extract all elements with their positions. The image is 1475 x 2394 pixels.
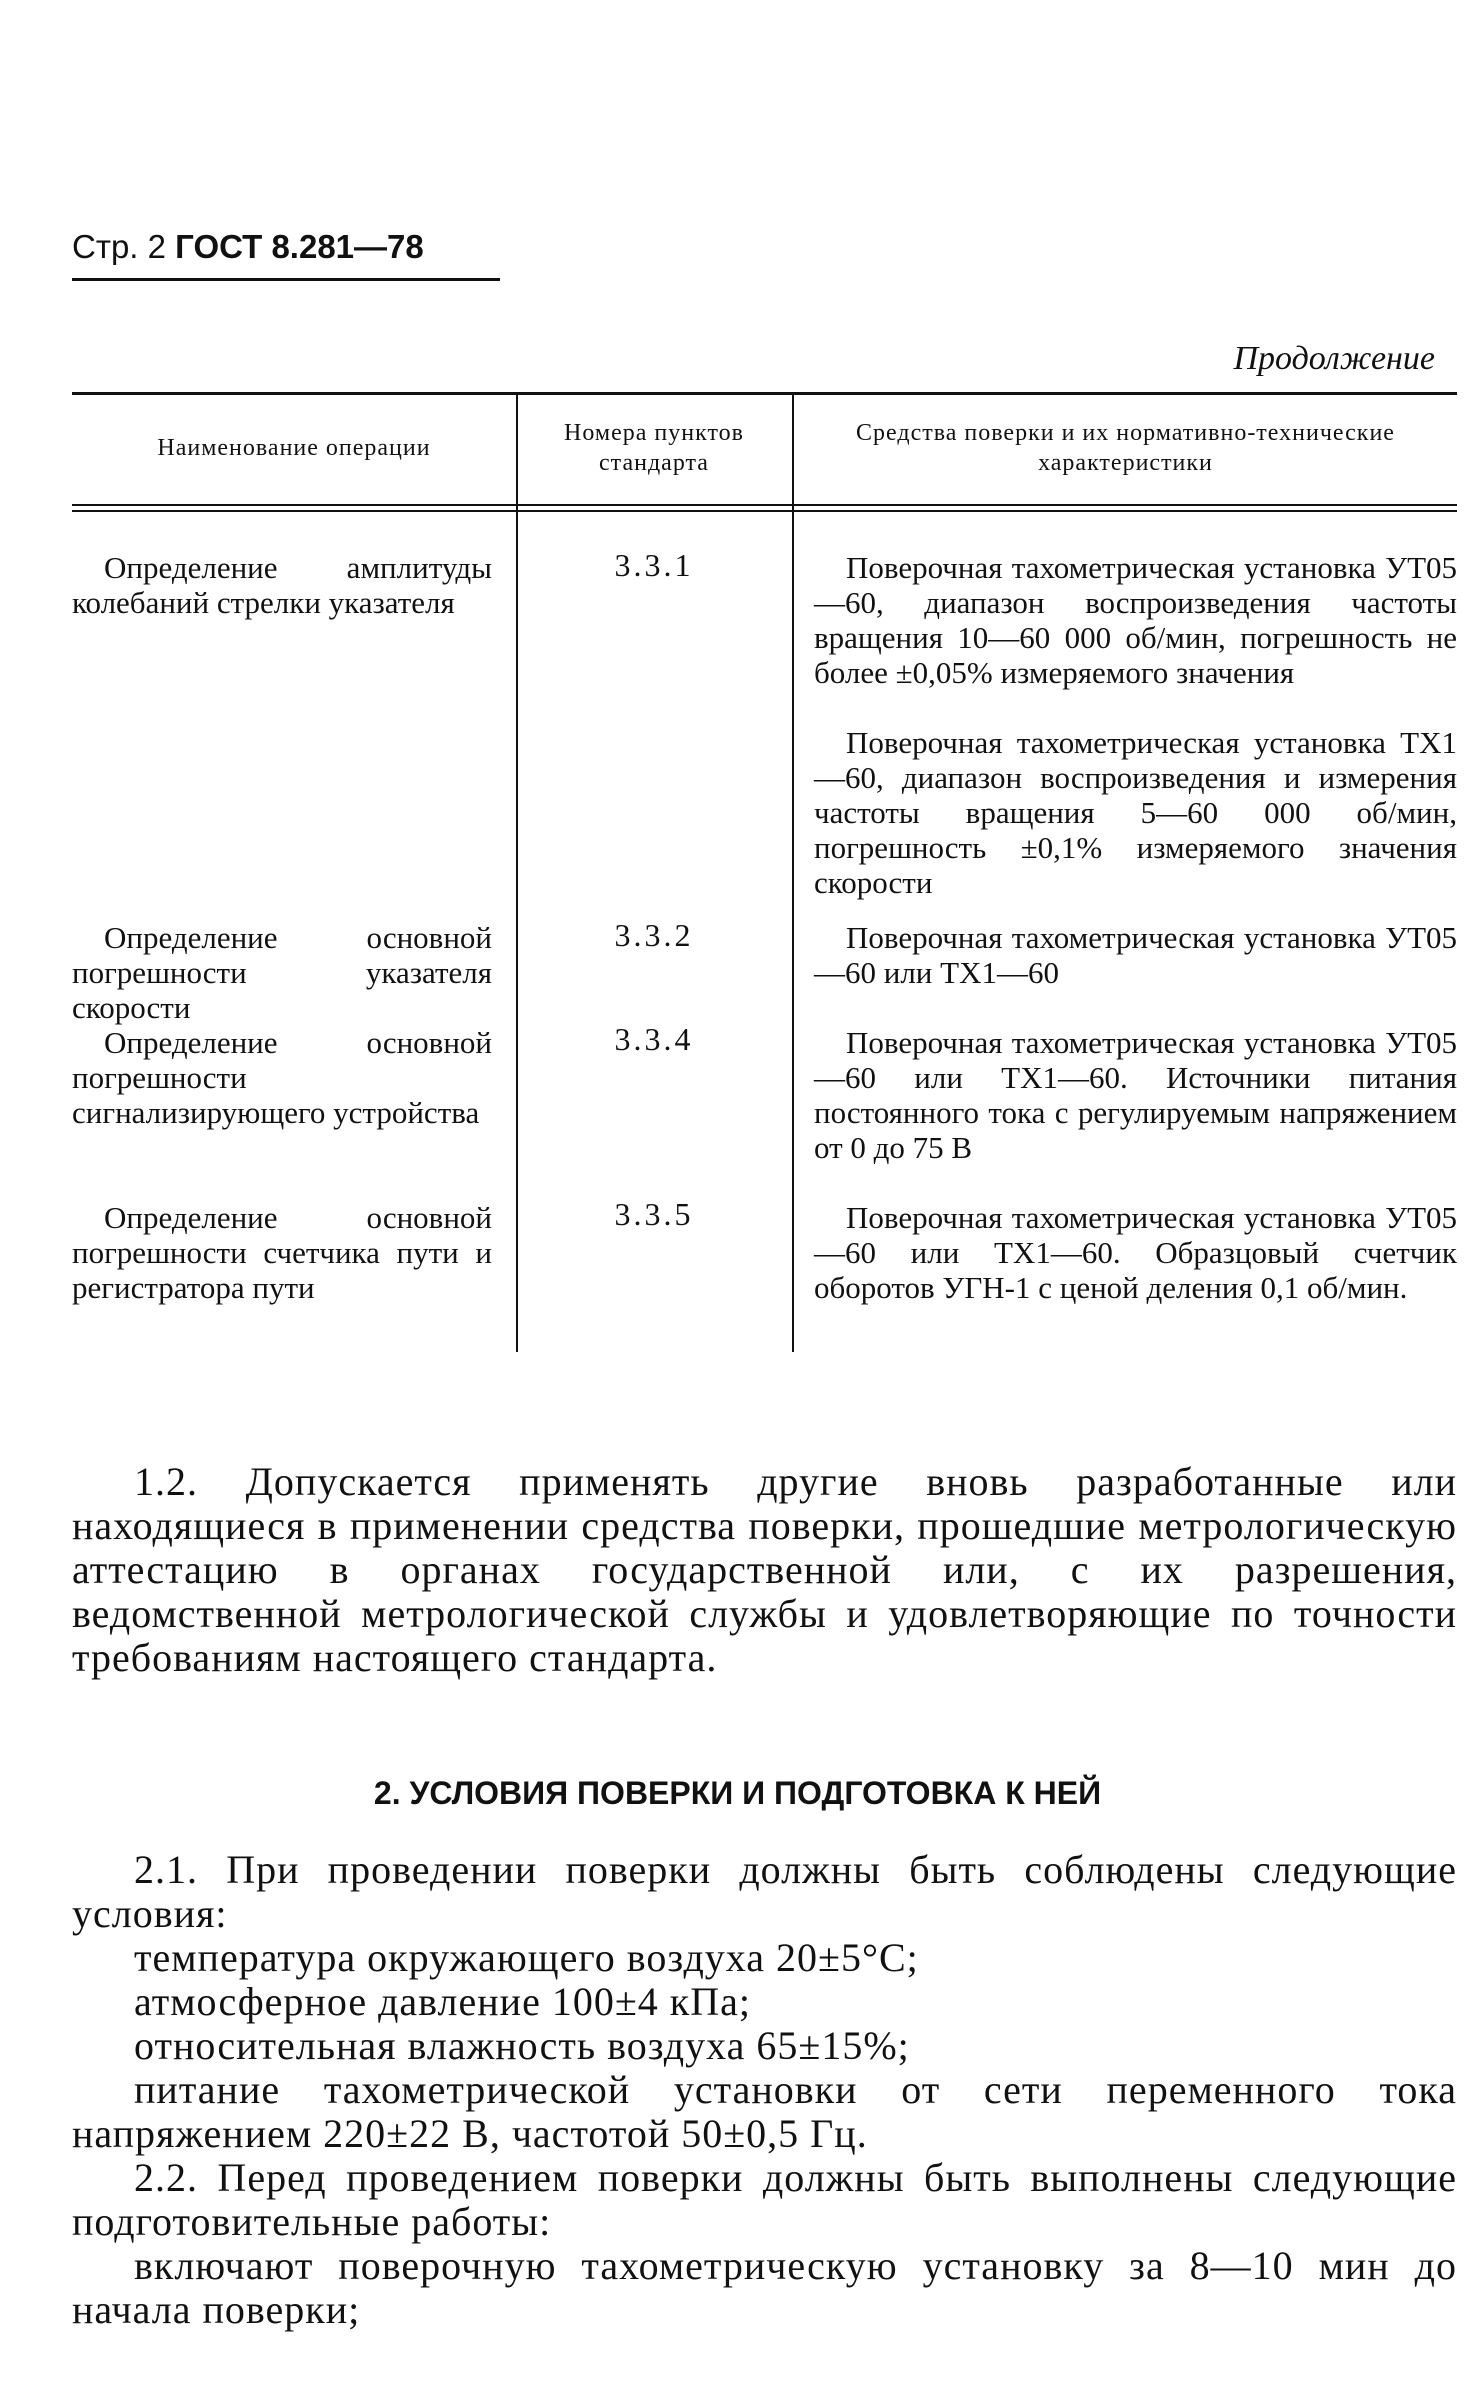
condition-power: питание тахометрической установки от сети переменного тока напряжением 220±22 В, частотой 50±0,5 Гц.: [72, 2067, 1457, 2156]
column-header-means: Средства поверки и их нормативно-технические характеристики: [856, 420, 1395, 476]
standard-number: ГОСТ 8.281—78: [175, 228, 424, 265]
paragraph-2-2: 2.2. Перед проведением поверки должны быть выполнены следующие подготовительные работы:: [72, 2155, 1457, 2244]
column-divider: [792, 392, 794, 1352]
table-cell-means: Поверочная тахометрическая установка ТХ1—60, диапазон воспроизведения и измерения частоты вращения 5—60 000 об/мин, погрешность ±0,1% измеряемого значения скорости: [814, 725, 1457, 900]
table-cell-operation: Определение основной погрешности сигнализирующего устройства: [72, 1025, 492, 1130]
section-2-title: 2. УСЛОВИЯ ПОВЕРКИ И ПОДГОТОВКА К НЕЙ: [373, 1775, 1102, 1811]
table-cell-means: Поверочная тахометрическая установка УТ05—60, диапазон воспроизведения частоты вращения 10—60 000 об/мин, погрешность не более ±0,05% измеряемого значения: [814, 550, 1457, 690]
table-cell-clause: 3.3.4: [614, 1021, 694, 1057]
table-header-rule: [72, 504, 1457, 506]
table-cell-operation: Определение основной погрешности счетчика пути и регистратора пути: [72, 1200, 492, 1305]
page-header: [72, 228, 424, 266]
table-cell-means: Поверочная тахометрическая установка УТ05—60 или ТХ1—60. Образцовый счетчик оборотов УГН-1 с ценой деления 0,1 об/мин.: [814, 1200, 1457, 1305]
column-header-operation: Наименование операции: [157, 435, 431, 461]
continuation-label: Продолжение: [1233, 340, 1435, 377]
table-header-rule-double: [72, 510, 1457, 512]
preparation-step: включают поверочную тахометрическую установку за 8—10 мин до начала поверки;: [72, 2243, 1457, 2332]
condition-temperature: температура окружающего воздуха 20±5°С;: [134, 1935, 919, 1980]
condition-pressure: атмосферное давление 100±4 кПа;: [134, 1979, 751, 2024]
paragraph-1-2: 1.2. Допускается применять другие вновь разработанные или находящиеся в применении средства поверки, прошедшие метрологическую аттестацию в органах государственной или, с их разрешения, ведомственной метрологической службы и удовлетворяющие по точности требованиям настоящего стандарта.: [72, 1459, 1457, 1680]
paragraph-2-1: 2.1. При проведении поверки должны быть соблюдены следующие условия:: [72, 1847, 1457, 1936]
table-cell-means: Поверочная тахометрическая установка УТ05—60 или ТХ1—60. Источники питания постоянного тока с регулируемым напряжением от 0 до 75 В: [814, 1025, 1457, 1165]
page-number: Стр. 2: [72, 228, 166, 265]
table-cell-clause: 3.3.1: [614, 547, 694, 583]
header-rule: [72, 278, 500, 281]
table-cell-operation: Определение амплитуды колебаний стрелки указателя: [72, 550, 492, 620]
table-cell-clause: 3.3.2: [614, 917, 694, 953]
table-cell-clause: 3.3.5: [614, 1196, 694, 1232]
condition-humidity: относительная влажность воздуха 65±15%;: [134, 2023, 910, 2068]
table-cell-means: Поверочная тахометрическая установка УТ05—60 или ТХ1—60: [814, 920, 1457, 990]
column-header-clauses: Номера пунктов стандарта: [564, 420, 744, 476]
table-cell-operation: Определение основной погрешности указателя скорости: [72, 920, 492, 1025]
